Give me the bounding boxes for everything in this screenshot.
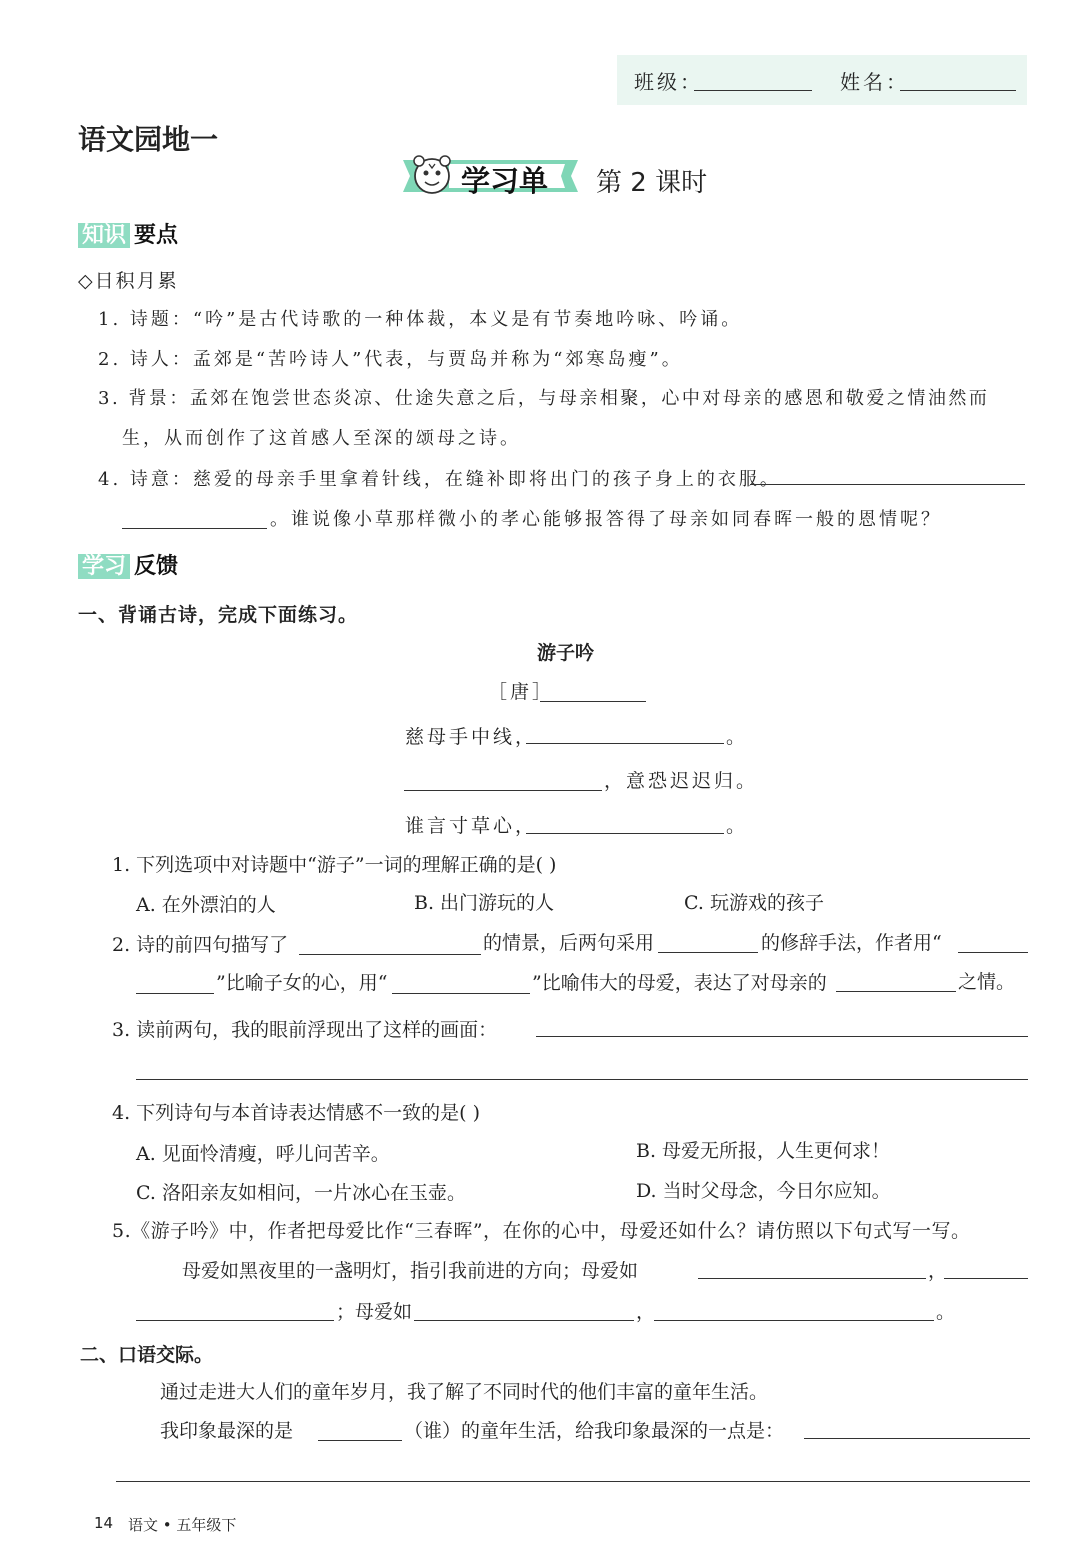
knowledge-tag [78, 219, 182, 253]
poem-line-2: ，意恐迟迟归。 [604, 770, 759, 792]
question-3: 3. 读前两句，我的眼前浮现出了这样的画面： [112, 1019, 498, 1041]
q5-blank-3[interactable] [136, 1320, 334, 1321]
poem-line-3-end: 。 [726, 815, 749, 837]
poem-line-1: 慈母手中线， [405, 726, 538, 748]
q2-part-2: 的情景，后两句采用 [483, 932, 655, 954]
q2-part-5: ”比喻伟大的母爱，表达了对母亲的 [532, 972, 827, 994]
feedback-tag-dark: 反馈 [134, 554, 179, 579]
q4-option-a[interactable]: A. 见面怜清瘦，呼儿问苦辛。 [136, 1143, 390, 1165]
section-2-heading: 二、口语交际。 [80, 1344, 214, 1366]
section-2-line-2a: 我印象最深的是 [160, 1420, 294, 1442]
knowledge-item-4-blank-2[interactable] [122, 528, 267, 529]
poem-line-2-blank[interactable] [404, 790, 602, 791]
knowledge-item-4-blank[interactable] [750, 484, 1025, 485]
knowledge-tag-dark: 要点 [134, 223, 179, 248]
q1-option-a[interactable]: A. 在外漂泊的人 [136, 894, 276, 916]
q2-blank-6[interactable] [836, 991, 956, 992]
q5-blank-2[interactable] [944, 1278, 1028, 1279]
knowledge-subhead: ◇日积月累 [78, 270, 179, 292]
class-field[interactable] [694, 90, 812, 91]
tiger-mascot-icon [407, 152, 457, 200]
class-label: 班级： [634, 70, 703, 94]
q5-blank-4[interactable] [414, 1320, 634, 1321]
poem-title: 游子吟 [537, 642, 595, 664]
q4-option-c[interactable]: C. 洛阳亲友如相问，一片冰心在玉壶。 [136, 1182, 466, 1204]
page-number: 14 [94, 1514, 114, 1532]
q5-mid: ；母爱如 [336, 1301, 413, 1323]
name-field[interactable] [900, 90, 1016, 91]
q5-comma-1: ， [928, 1260, 948, 1282]
q2-part-3: 的修辞手法，作者用“ [761, 932, 942, 954]
poem-dynasty: ［唐］ [488, 681, 555, 703]
section-1-heading: 一、背诵古诗，完成下面练习。 [78, 604, 359, 626]
q5-end: 。 [936, 1301, 956, 1323]
banner-title: 学习单 [461, 164, 549, 198]
section-2-line-2b: （谁）的童年生活，给我印象最深的一点是： [404, 1420, 785, 1442]
lesson-label: 第 2 课时 [596, 168, 708, 198]
knowledge-item-3: 3. 背景：孟郊在饱尝世态炎凉、仕途失意之后，与母亲相聚，心中对母亲的感恩和敬爱之情油然而 [98, 388, 990, 409]
q2-part-4: ”比喻子女的心，用“ [216, 972, 388, 994]
poem-line-3: 谁言寸草心， [405, 815, 538, 837]
name-label: 姓名： [840, 70, 909, 94]
knowledge-tag-green: 知识 [78, 223, 130, 248]
q5-blank-5[interactable] [654, 1320, 934, 1321]
knowledge-item-4b: 。谁说像小草那样微小的孝心能够报答得了母亲如同春晖一般的恩情呢？ [270, 509, 942, 530]
poem-line-1-blank[interactable] [526, 743, 724, 744]
poem-line-1-end: 。 [726, 726, 749, 748]
poem-author-blank[interactable] [540, 701, 646, 702]
q1-option-c[interactable]: C. 玩游戏的孩子 [684, 892, 824, 914]
q5-comma-2: ， [636, 1301, 656, 1323]
q2-part-1: 2. 诗的前四句描写了 [112, 934, 289, 956]
knowledge-item-3b: 生，从而创作了这首感人至深的颂母之诗。 [122, 428, 521, 449]
footer-subject: 语文 • 五年级下 [128, 1516, 237, 1534]
q1-option-b[interactable]: B. 出门游玩的人 [414, 892, 555, 914]
q5-example: 母爱如黑夜里的一盏明灯，指引我前进的方向；母爱如 [182, 1260, 639, 1282]
q2-blank-2[interactable] [658, 952, 758, 953]
feedback-tag-green: 学习 [78, 554, 130, 579]
q5-blank-1[interactable] [698, 1278, 926, 1279]
question-5: 5.《游子吟》中，作者把母爱比作“三春晖”，在你的心中，母爱还如什么？请仿照以下句式写一写。 [112, 1220, 971, 1242]
banner [393, 152, 583, 200]
section-2-blank-2[interactable] [116, 1481, 1030, 1482]
section-2-blank-1[interactable] [804, 1438, 1030, 1439]
q2-blank-5[interactable] [392, 993, 530, 994]
feedback-tag [78, 550, 182, 584]
q2-blank-3[interactable] [958, 952, 1028, 953]
q3-blank-2[interactable] [136, 1079, 1028, 1080]
q4-option-d[interactable]: D. 当时父母念，今日尔应知。 [636, 1180, 891, 1202]
question-4: 4. 下列诗句与本首诗表达情感不一致的是( ) [112, 1102, 481, 1124]
q2-blank-4[interactable] [136, 993, 214, 994]
unit-title: 语文园地一 [78, 123, 219, 156]
knowledge-item-1: 1. 诗题：“吟”是古代诗歌的一种体裁，本义是有节奏地吟咏、吟诵。 [98, 309, 743, 330]
knowledge-item-2: 2. 诗人：孟郊是“苦吟诗人”代表，与贾岛并称为“郊寒岛瘦”。 [98, 349, 683, 370]
q2-part-6: 之情。 [958, 971, 1016, 993]
section-2-line-1: 通过走进大人们的童年岁月，我了解了不同时代的他们丰富的童年生活。 [160, 1381, 769, 1403]
q2-blank-1[interactable] [299, 954, 481, 955]
knowledge-item-4: 4. 诗意：慈爱的母亲手里拿着针线，在缝补即将出门的孩子身上的衣服。 [98, 469, 781, 490]
poem-line-3-blank[interactable] [526, 833, 724, 834]
section-2-blank-who[interactable] [318, 1440, 402, 1441]
q4-option-b[interactable]: B. 母爱无所报，人生更何求！ [636, 1140, 891, 1162]
q3-blank-1[interactable] [536, 1036, 1028, 1037]
question-1: 1. 下列选项中对诗题中“游子”一词的理解正确的是( ) [112, 854, 557, 876]
